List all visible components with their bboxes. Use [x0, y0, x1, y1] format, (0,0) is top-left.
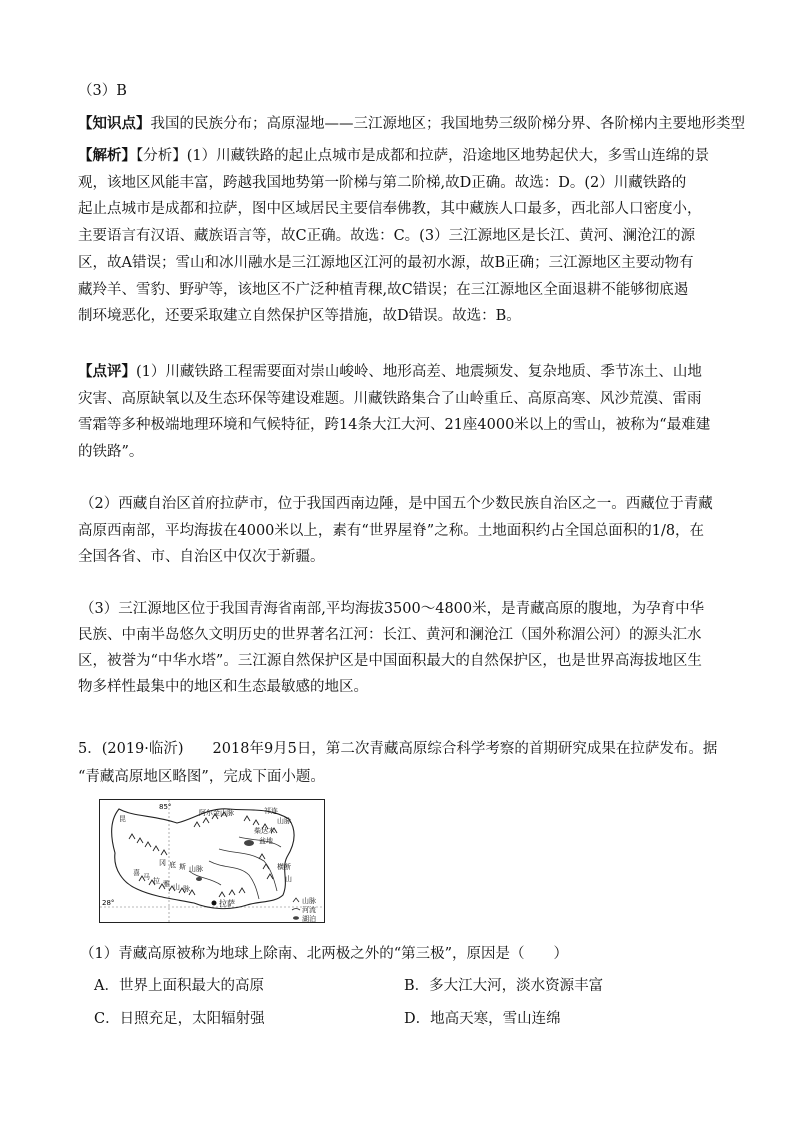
knowledge-label: 【知识点】	[78, 115, 151, 132]
place-label: 祁连	[264, 807, 278, 815]
city-label-lhasa: 拉萨	[219, 899, 235, 908]
analysis-line-4: 主要语言有汉语、藏族语言等，故C正确。故选：C。(3）三江源地区是长江、黄河、澜沧江的源	[78, 228, 696, 244]
place-label: 雅	[163, 880, 170, 888]
analysis-line-3: 起止点城市是成都和拉萨，图中区域居民主要信奉佛教，其中藏族人口最多，西北部人口密度小，	[78, 201, 702, 217]
legend-lake: 湖泊	[302, 915, 316, 923]
place-label: 马	[143, 873, 150, 881]
comment-line-5: （2）西藏自治区首府拉萨市，位于我国西南边陲，是中国五个少数民族自治区之一。西藏位于青藏	[80, 496, 713, 512]
knowledge-point	[78, 114, 745, 134]
comment-line-7: 全国各省、市、自治区中仅次于新疆。	[78, 549, 325, 565]
option-a: A．世界上面积最大的高原	[94, 978, 264, 994]
comment-line-8: （3）三江源地区位于我国青海省南部,平均海拔3500～4800米，是青藏高原的腹地，为孕育中华	[80, 601, 705, 617]
place-label: 喜	[133, 869, 140, 877]
option-c: C．日照充足，太阳辐射强	[94, 1011, 265, 1027]
knowledge-text: 我国的民族分布；高原湿地——三江源地区；我国地势三级阶梯分界、各阶梯内主要地形类型	[150, 116, 745, 132]
lake	[244, 840, 254, 846]
city-dot-lhasa	[212, 901, 217, 906]
lake	[196, 877, 202, 881]
place-label: 柴达木	[254, 827, 275, 835]
comment-line-3: 雪霜等多种极端地理环境和气候特征，跨14条大江大河、21座4000米以上的雪山，被称为“最难建	[78, 417, 711, 433]
analysis-line-1: 【解析】【分析】(1）川藏铁路的起止点城市是成都和拉萨，沿途地区地势起伏大，多雪山连绵的景	[78, 147, 710, 164]
comment-line-6: 高原西南部，平均海拔在4000米以上，素有“世界屋脊”之称。土地面积约占全国总面积的1/8，在	[78, 523, 705, 539]
tibet-plateau-map	[99, 799, 325, 923]
analysis-line-5: 区，故A错误；雪山和冰川融水是三江源地区江河的最初水源，故B正确；三江源地区主要动物有	[78, 255, 694, 271]
place-label: 山脉	[189, 865, 203, 873]
place-label: 山	[173, 883, 180, 891]
analysis-line-7: 制环境恶化，还要采取建立自然保护区等措施，故D错误。故选：B。	[78, 308, 521, 324]
comment-line-10: 区，被誉为“中华水塔”。三江源自然保护区是中国面积最大的自然保护区，也是世界高海拔地区生	[78, 653, 702, 669]
option-b: B．多大江大河，淡水资源丰富	[404, 978, 604, 994]
place-label: 山脉	[277, 817, 291, 825]
lon-label: 85°	[159, 803, 172, 811]
comment-line-4: 的铁路”。	[78, 444, 144, 460]
place-label: 斯	[179, 863, 186, 871]
analysis-label: 【解析】	[78, 147, 136, 164]
place-label: 脉	[183, 885, 190, 893]
place-label: 冈	[159, 859, 166, 867]
comment-line-1: 【点评】(1）川藏铁路工程需要面对崇山峻岭、地形高差、地震频发、复杂地质、季节冻土、山地	[78, 363, 702, 380]
analysis-line-6: 藏羚羊、雪豹、野驴等，该地区不广泛种植青稞,故C错误；在三江源地区全面退耕不能够彻底遏	[78, 282, 689, 298]
question5-header-2: “青藏高原地区略图”，完成下面小题。	[78, 769, 325, 785]
option-d: D．地高天寒，雪山连绵	[404, 1011, 561, 1027]
question5-header-1: 5．(2019·临沂) 2018年9月5日，第二次青藏高原综合科学考察的首期研究成果在拉萨发布。据	[78, 741, 718, 757]
comment-label: 【点评】	[78, 363, 136, 380]
answer-3: （3）B	[78, 83, 127, 99]
place-label: 盆地	[259, 837, 273, 845]
comment-line-9: 民族、中南半岛悠久文明历史的世界著名江河：长江、黄河和澜沧江（国外称湄公河）的源头汇水	[78, 627, 702, 643]
comment-line-11: 物多样性最集中的地区和生态最敏感的地区。	[78, 679, 368, 695]
place-label: 阿尔金山脉	[199, 809, 234, 817]
place-label: 拉	[153, 877, 160, 885]
legend-river: 河流	[302, 906, 316, 914]
comment-line-2: 灾害、高原缺氧以及生态环保等建设难题。川藏铁路集合了山岭重丘、高原高寒、风沙荒漠、雷雨	[78, 391, 702, 407]
place-label: 底	[169, 861, 176, 869]
place-label: 山	[285, 875, 292, 883]
analysis-line-2: 观，该地区风能丰富，跨越我国地势第一阶梯与第二阶梯,故D正确。故选：D。(2）川藏铁路的	[78, 175, 687, 191]
question5-sub1-stem: （1）青藏高原被称为地球上除南、北两极之外的“第三极”，原因是（ ）	[80, 946, 569, 962]
legend-mountain: 山脉	[302, 897, 316, 905]
place-label: 昆	[119, 815, 126, 823]
lat-label: 28°	[102, 899, 115, 907]
place-label: 横断	[277, 863, 291, 871]
